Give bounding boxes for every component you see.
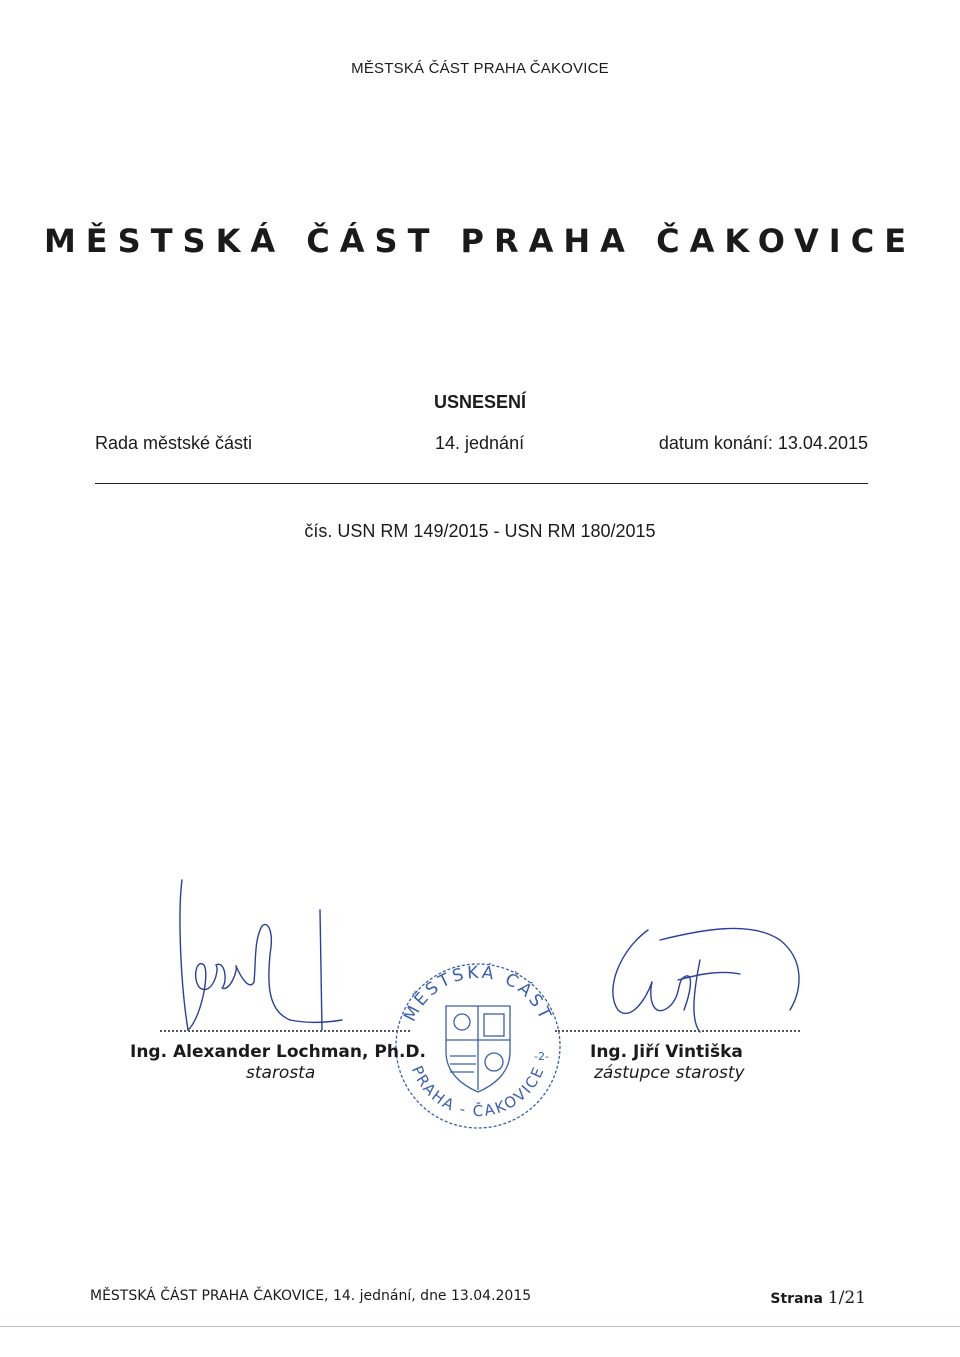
footer-text: MĚSTSKÁ ČÁST PRAHA ČAKOVICE, 14. jednání, dne 13.04.2015: [90, 1288, 532, 1304]
footer-divider: [0, 1326, 960, 1327]
session-number: 14. jednání: [435, 433, 525, 453]
page-label: Strana: [770, 1291, 823, 1307]
page-title: MĚSTSKÁ ČÁST PRAHA ČAKOVICE: [43, 222, 917, 260]
resolution-heading: USNESENÍ: [433, 392, 527, 412]
signatory-role-left: starosta: [246, 1063, 316, 1083]
signature-line-left: [160, 1030, 410, 1032]
body-name: Rada městské části: [95, 433, 253, 453]
signature-right-drawing: [590, 870, 830, 1040]
signatory-name-left: Ing. Alexander Lochman, Ph.D.: [130, 1042, 426, 1062]
signatory-name-right: Ing. Jiří Vintiška: [590, 1042, 743, 1062]
divider-line: [95, 483, 868, 484]
stamp-number: -2-: [534, 1050, 549, 1063]
signature-left-drawing: [170, 870, 360, 1040]
header-small-title: MĚSTSKÁ ČÁST PRAHA ČAKOVICE: [351, 60, 609, 77]
stamp-text-top: MĚSTSKÁ ČÁST: [400, 962, 556, 1025]
session-date: datum konání: 13.04.2015: [658, 433, 868, 453]
stamp-text-bottom: PRAHA - ČAKOVICE: [407, 1063, 549, 1121]
signature-line-right: [555, 1030, 800, 1032]
resolution-numbers: čís. USN RM 149/2015 - USN RM 180/2015: [304, 521, 656, 541]
resolution-info-row: [95, 433, 868, 459]
page-number: 1/21: [827, 1288, 866, 1308]
signatory-role-right: zástupce starosty: [594, 1063, 745, 1083]
footer-page-info: [770, 1288, 866, 1308]
